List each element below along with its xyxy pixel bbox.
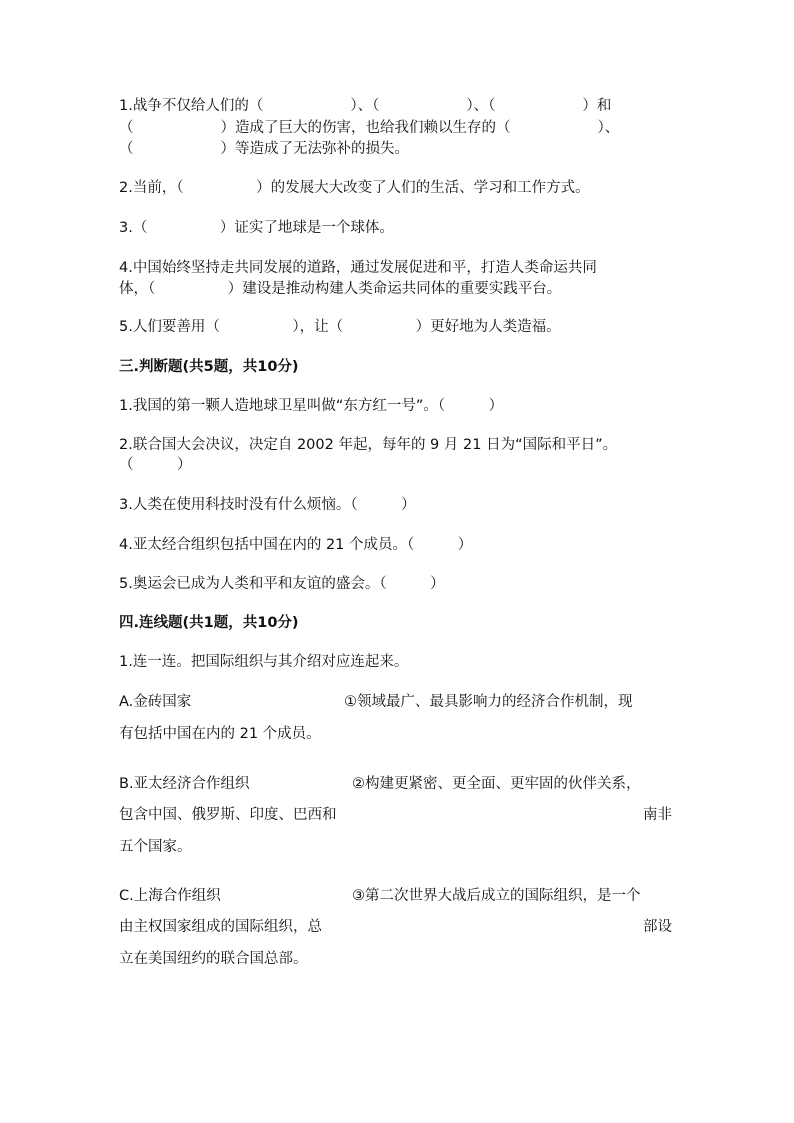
match-right-1: ①领域最广、最具影响力的经济合作机制，现: [344, 694, 633, 710]
q3-2-line1: 2.联合国大会决议，决定自 2002 年起，每年的 9 月 21 日为“国际和平日”。: [119, 437, 618, 453]
match-right-2: ②构建更紧密、更全面、更牢固的伙伴关系，: [352, 776, 641, 792]
match-right-3: ③第二次世界大战后成立的国际组织，是一个: [352, 888, 641, 904]
q3-5: 5.奥运会已成为人类和平和友谊的盛会。（ ）: [119, 576, 445, 592]
match-right-2-line3: 五个国家。: [119, 839, 192, 855]
match-right-1-line2: 有包括中国在内的 21 个成员。: [119, 726, 321, 742]
q2-5: 5.人们要善用（ ），让（ ）更好地为人类造福。: [119, 319, 561, 335]
q2-1-line2: （ ）造成了巨大的伤害，也给我们赖以生存的（ ）、: [119, 120, 620, 136]
q3-4: 4.亚太经合组织包括中国在内的 21 个成员。（ ）: [119, 537, 473, 553]
match-right-2-line2: 包含中国、俄罗斯、印度、巴西和: [119, 807, 337, 823]
q2-4-line1: 4.中国始终坚持走共同发展的道路，通过发展促进和平，打造人类命运共同: [119, 260, 597, 276]
match-right-3-line2: 由主权国家组成的国际组织，总: [119, 919, 322, 935]
q2-2: 2.当前，（ ）的发展大大改变了人们的生活、学习和工作方式。: [119, 180, 590, 196]
match-left-b: B.亚太经济合作组织: [119, 776, 250, 792]
q3-2-line2: （ ）: [119, 457, 192, 473]
match-left-a: A.金砖国家: [119, 694, 192, 710]
q3-3: 3.人类在使用科技时没有什么烦恼。（ ）: [119, 497, 416, 513]
q2-1-line1: 1.战争不仅给人们的（ ）、（ ）、（ ）和: [119, 98, 612, 114]
match-left-c: C.上海合作组织: [119, 888, 221, 904]
q2-1-line3: （ ）等造成了无法弥补的损失。: [119, 141, 409, 157]
q3-1: 1.我国的第一颗人造地球卫星叫做“东方红一号”。（ ）: [119, 398, 504, 414]
section3-heading: 三.判断题(共5题，共10分): [119, 359, 299, 375]
q4-1: 1.连一连。把国际组织与其介绍对应连起来。: [119, 654, 409, 670]
q2-4-line2: 体，（ ）建设是推动构建人类命运共同体的重要实践平台。: [119, 281, 562, 297]
section4-heading: 四.连线题(共1题，共10分): [119, 615, 299, 631]
q2-3: 3.（ ）证实了地球是一个球体。: [119, 220, 394, 236]
match-right-3-line2-tail: 部设: [643, 919, 672, 935]
match-right-3-line3: 立在美国纽约的联合国总部。: [119, 951, 308, 967]
match-right-2-line2-tail: 南非: [643, 807, 672, 823]
